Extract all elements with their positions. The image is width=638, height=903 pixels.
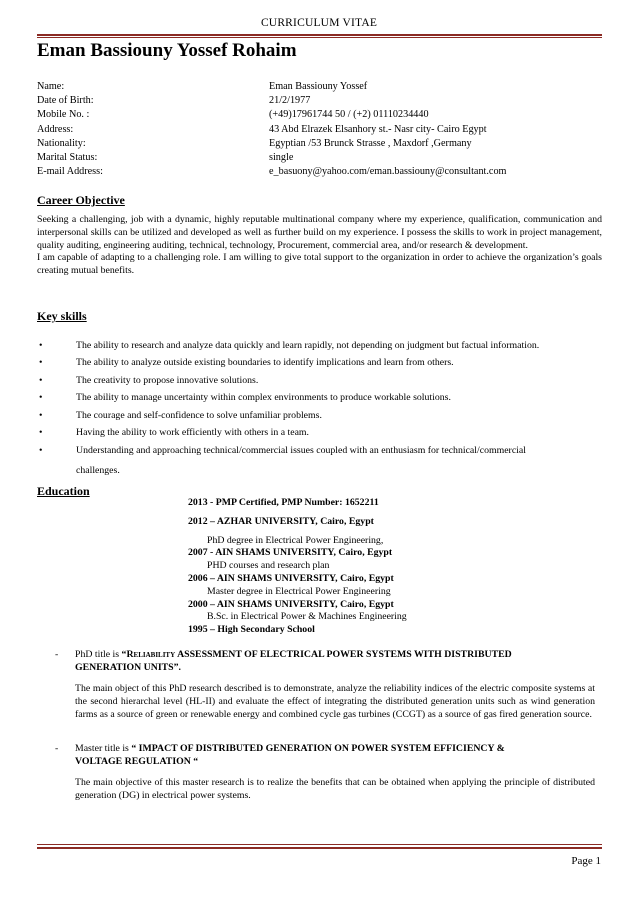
info-value: Eman Bassiouny Yossef bbox=[269, 81, 368, 92]
skill-text: The ability to analyze outside existing boundaries to identify implications and learn from others. bbox=[76, 357, 454, 369]
skill-text-continuation: challenges. bbox=[76, 465, 120, 477]
dash-marker: - bbox=[55, 649, 59, 660]
footer-rule-thick bbox=[37, 847, 602, 849]
page-number: Page 1 bbox=[571, 855, 601, 867]
info-value: (+49)17961744 50 / (+2) 01110234440 bbox=[269, 109, 429, 121]
list-item bbox=[37, 337, 602, 354]
bullet-icon: • bbox=[39, 445, 43, 457]
info-label: Mobile No. : bbox=[37, 109, 90, 121]
education-item bbox=[188, 516, 608, 548]
cv-name-title: Eman Bassiouny Yossef Rohaim bbox=[37, 40, 297, 61]
info-label: Marital Status: bbox=[37, 151, 98, 163]
education-sub: Master degree in Electrical Power Engineering bbox=[207, 585, 391, 597]
phd-title-smallcaps: Reliability bbox=[126, 649, 176, 660]
education-item bbox=[188, 497, 608, 510]
education-heading: Education bbox=[37, 484, 90, 498]
list-item bbox=[37, 407, 602, 424]
list-item bbox=[37, 424, 602, 441]
info-row-mobile bbox=[37, 108, 602, 122]
info-label: Name: bbox=[37, 81, 65, 92]
skill-text: The creativity to propose innovative solutions. bbox=[76, 374, 259, 386]
phd-title-prefix: PhD title is bbox=[75, 649, 122, 660]
list-item bbox=[37, 354, 602, 371]
phd-description: The main object of this PhD research described is to demonstrate, analyze the reliability indices of the electric composite systems at the second hierarchal level (HL-II) and evaluate the effect of integrating the distributed generation units such as wind generation farms as a source of green or renewable energy and combined cycle gas turbines (CCGT) as a source of gas fired generation source. bbox=[75, 683, 595, 720]
phd-title-line2: GENERATION UNITS”. bbox=[75, 662, 181, 673]
dash-marker: - bbox=[55, 743, 59, 754]
master-title-main: “ IMPACT OF DISTRIBUTED GENERATION ON POWER SYSTEM EFFICIENCY & bbox=[131, 743, 505, 754]
header-title: CURRICULUM VITAE bbox=[260, 17, 378, 29]
education-item bbox=[188, 573, 608, 599]
skill-text: Having the ability to work efficiently with others in a team. bbox=[76, 427, 309, 439]
personal-info bbox=[37, 80, 602, 179]
phd-thesis bbox=[55, 648, 595, 721]
skill-text: The ability to manage uncertainty within complex environments to produce workable solutions. bbox=[76, 392, 451, 404]
info-label: E-mail Address: bbox=[37, 166, 103, 178]
education-sub: PhD degree in Electrical Power Engineering, bbox=[207, 534, 384, 546]
skill-text: The courage and self-confidence to solve unfamiliar problems. bbox=[76, 409, 322, 421]
career-objective-heading: Career Objective bbox=[37, 193, 125, 207]
info-label: Nationality: bbox=[37, 137, 86, 149]
education-head: 2007 - AIN SHAMS UNIVERSITY, Cairo, Egypt bbox=[188, 547, 393, 559]
education-sub: B.Sc. in Electrical Power & Machines Engineering bbox=[207, 611, 407, 623]
education-list bbox=[188, 497, 608, 637]
phd-title-rest: ASSESSMENT OF ELECTRICAL POWER SYSTEMS WITH DISTRIBUTED bbox=[175, 649, 512, 660]
list-item bbox=[37, 372, 602, 389]
list-item bbox=[37, 389, 602, 406]
key-skills-heading: Key skills bbox=[37, 309, 87, 323]
footer-rule-thin bbox=[37, 844, 602, 845]
skill-text: Understanding and approaching technical/commercial issues coupled with an enthusiasm for technical/commercial bbox=[76, 445, 526, 457]
info-row-name bbox=[37, 80, 602, 94]
master-title bbox=[55, 742, 595, 768]
info-value: 43 Abd Elrazek Elsanhory st.- Nasr city- Cairo Egypt bbox=[269, 123, 487, 135]
header-rule-thin bbox=[37, 37, 602, 38]
career-paragraph-2: I am capable of adapting to a challenging role. I am willing to give total support to the organization in order to achieve the organization’s goals creating mutual benefits. bbox=[37, 252, 602, 277]
education-item bbox=[188, 599, 608, 625]
career-paragraph-1: Seeking a challenging, job with a dynamic, highly reputable multinational company where my experience, qualification, communication and interpersonal skills can be utilized and developed as well as further build on my experience. I possess the skills to work in project management, quality auditing, engineering auditing, technical, technology, Procurement, commercial area, and/or research & development. bbox=[37, 214, 602, 251]
education-head: 2006 – AIN SHAMS UNIVERSITY, Cairo, Egypt bbox=[188, 572, 394, 584]
bullet-icon: • bbox=[39, 392, 43, 404]
education-item bbox=[188, 624, 608, 637]
info-label: Address: bbox=[37, 123, 74, 135]
education-item bbox=[188, 547, 608, 573]
info-row-dob bbox=[37, 94, 602, 108]
education-head: 1995 – High Secondary School bbox=[188, 624, 315, 636]
info-value: Egyptian /53 Brunck Strasse , Maxdorf ,Germany bbox=[269, 137, 472, 149]
bullet-icon: • bbox=[39, 409, 43, 421]
email-link[interactable]: e_basuony@yahoo.com/eman.bassiouny@consultant.com bbox=[269, 166, 507, 178]
list-item bbox=[37, 441, 602, 481]
info-row-marital bbox=[37, 151, 602, 165]
master-thesis bbox=[55, 742, 595, 802]
bullet-icon: • bbox=[39, 340, 43, 351]
master-title-line2: VOLTAGE REGULATION “ bbox=[75, 756, 199, 767]
info-value: single bbox=[269, 151, 294, 163]
phd-title bbox=[55, 648, 595, 674]
master-title-prefix: Master title is bbox=[75, 743, 132, 754]
education-head: 2013 - PMP Certified, PMP Number: 1652211 bbox=[188, 497, 379, 508]
info-row-nationality bbox=[37, 137, 602, 151]
info-label: Date of Birth: bbox=[37, 95, 94, 107]
key-skills-list bbox=[37, 337, 602, 481]
education-sub: PHD courses and research plan bbox=[207, 560, 330, 572]
education-head: 2012 – AZHAR UNIVERSITY, Cairo, Egypt bbox=[188, 515, 374, 527]
phd-title-open-quote: “ bbox=[121, 649, 127, 660]
info-row-email bbox=[37, 165, 602, 179]
bullet-icon: • bbox=[39, 374, 43, 386]
skill-text: The ability to research and analyze data quickly and learn rapidly, not depending on judgment but factual information. bbox=[76, 340, 540, 351]
header-rule-thick bbox=[37, 34, 602, 36]
career-objective-paragraph bbox=[37, 214, 602, 278]
info-value: 21/2/1977 bbox=[269, 95, 311, 107]
master-description: The main objective of this master research is to realize the benefits that can be obtained when applying the principle of distributed generation (DG) in electrical power systems. bbox=[75, 777, 595, 801]
info-row-address bbox=[37, 123, 602, 137]
bullet-icon: • bbox=[39, 357, 43, 369]
education-head: 2000 – AIN SHAMS UNIVERSITY, Cairo, Egypt bbox=[188, 598, 394, 610]
bullet-icon: • bbox=[39, 427, 43, 439]
